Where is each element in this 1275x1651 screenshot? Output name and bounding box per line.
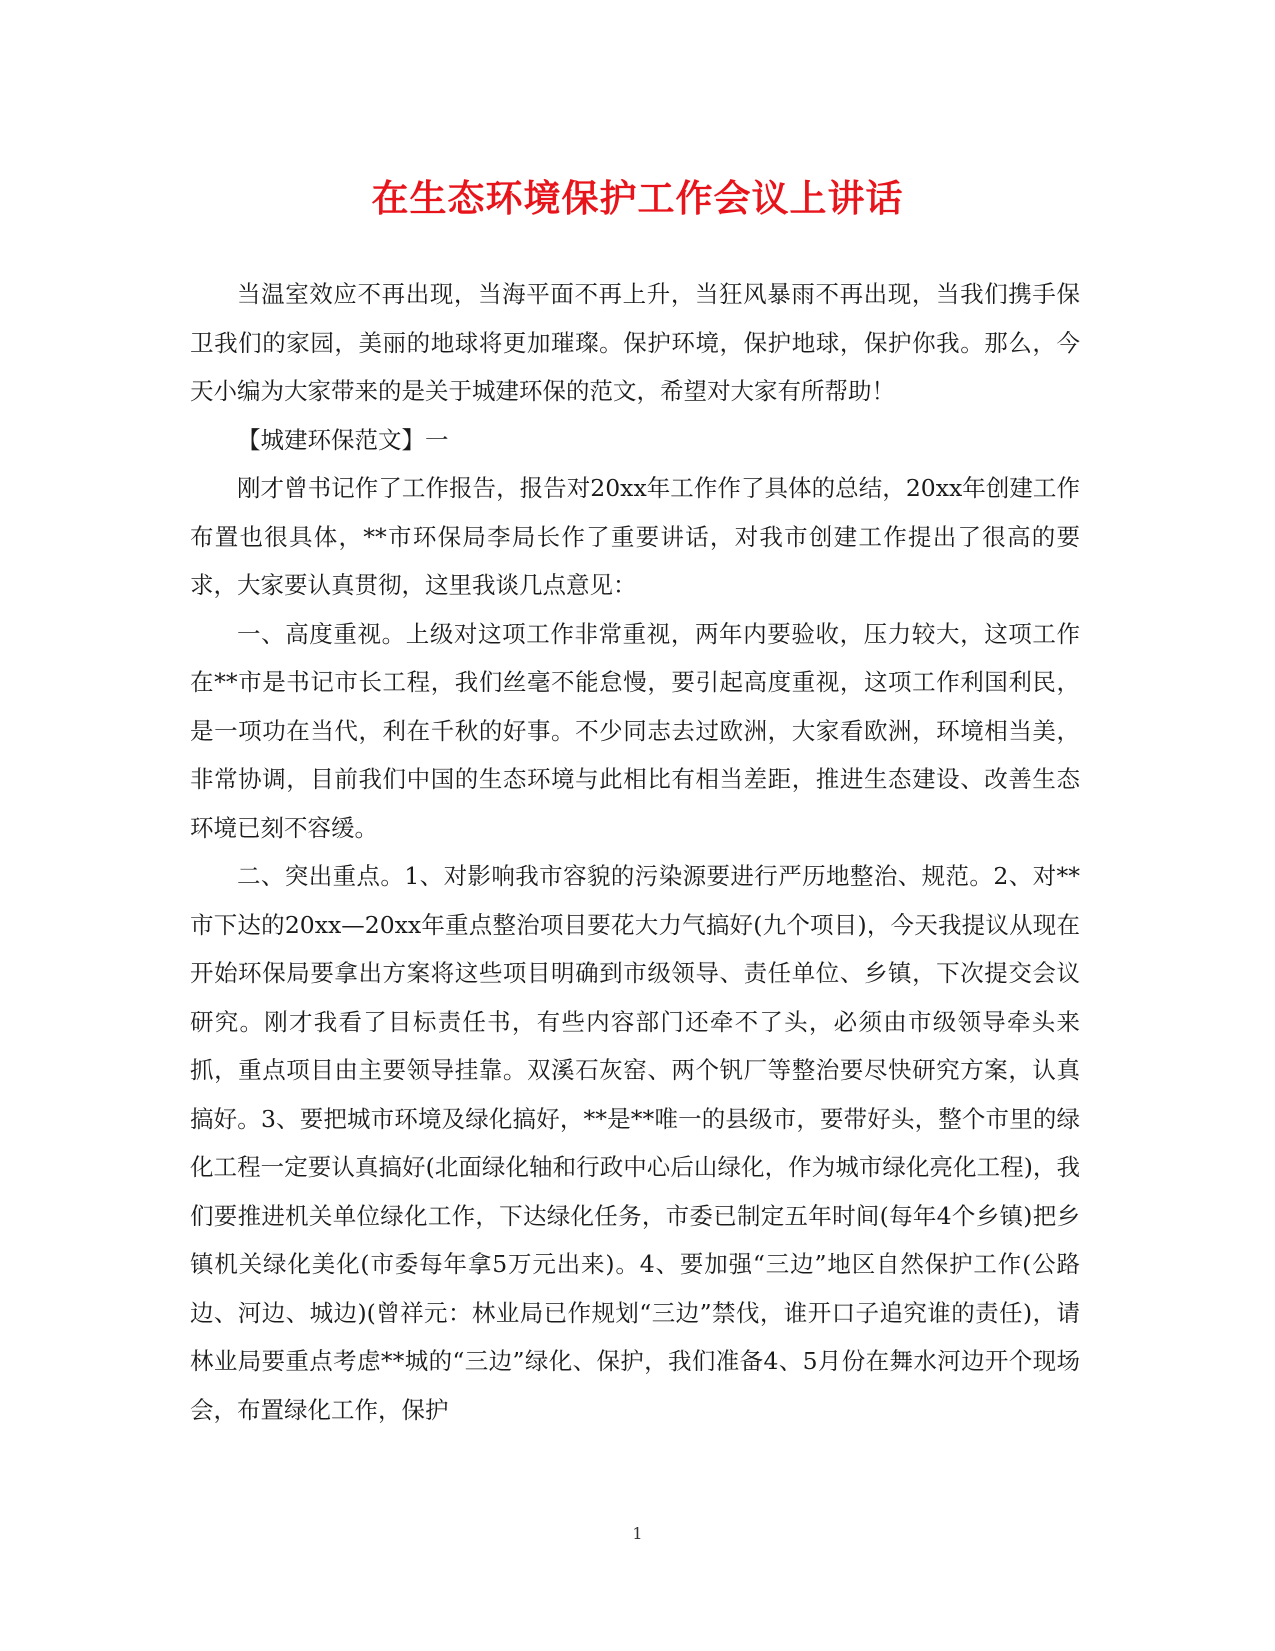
document-body xyxy=(190,270,1080,1434)
document-title: 在生态环境保护工作会议上讲话 xyxy=(371,176,904,220)
paragraph-point-one: 一、高度重视。上级对这项工作非常重视，两年内要验收，压力较大，这项工作在**市是书记市长工程，我们丝毫不能怠慢，要引起高度重视，这项工作利国利民，是一项功在当代，利在千秋的好事。不少同志去过欧洲，大家看欧洲，环境相当美，非常协调，目前我们中国的生态环境与此相比有相当差距，推进生态建设、改善生态环境已刻不容缓。 xyxy=(190,619,1080,842)
paragraph-report: 刚才曾书记作了工作报告，报告对20xx年工作作了具体的总结，20xx年创建工作布置也很具体，**市环保局李局长作了重要讲话，对我市创建工作提出了很高的要求，大家要认真贯彻，这里我谈几点意见： xyxy=(190,474,1080,599)
paragraph-point-two: 二、突出重点。1、对影响我市容貌的污染源要进行严历地整治、规范。2、对**市下达的20xx—20xx年重点整治项目要花大力气搞好(九个项目)，今天我提议从现在开始环保局要拿出方案将这些项目明确到市级领导、责任单位、乡镇，下次提交会议研究。刚才我看了目标责任书，有些内容部门还牵不了头，必须由市级领导牵头来抓，重点项目由主要领导挂靠。双溪石灰窑、两个钒厂等整治要尽快研究方案，认真搞好。3、要把城市环境及绿化搞好，**是**唯一的县级市，要带好头，整个市里的绿化工程一定要认真搞好(北面绿化轴和行政中心后山绿化，作为城市绿化亮化工程)，我们要推进机关单位绿化工作，下达绿化任务，市委已制定五年时间(每年4个乡镇)把乡镇机关绿化美化(市委每年拿5万元出来)。4、要加强“三边”地区自然保护工作(公路边、河边、城边)(曾祥元：林业局已作规划“三边”禁伐，谁开口子追究谁的责任)，请林业局要重点考虑**城的“三边”绿化、保护，我们准备4、5月份在舞水河边开个现场会，布置绿化工作，保护 xyxy=(190,862,1080,1424)
paragraph-intro: 当温室效应不再出现，当海平面不再上升，当狂风暴雨不再出现，当我们携手保卫我们的家园，美丽的地球将更加璀璨。保护环境，保护地球，保护你我。那么，今天小编为大家带来的是关于城建环保的范文，希望对大家有所帮助！ xyxy=(190,280,1080,405)
section-heading: 【城建环保范文】一 xyxy=(237,425,449,454)
page-number: 1 xyxy=(632,1524,643,1543)
